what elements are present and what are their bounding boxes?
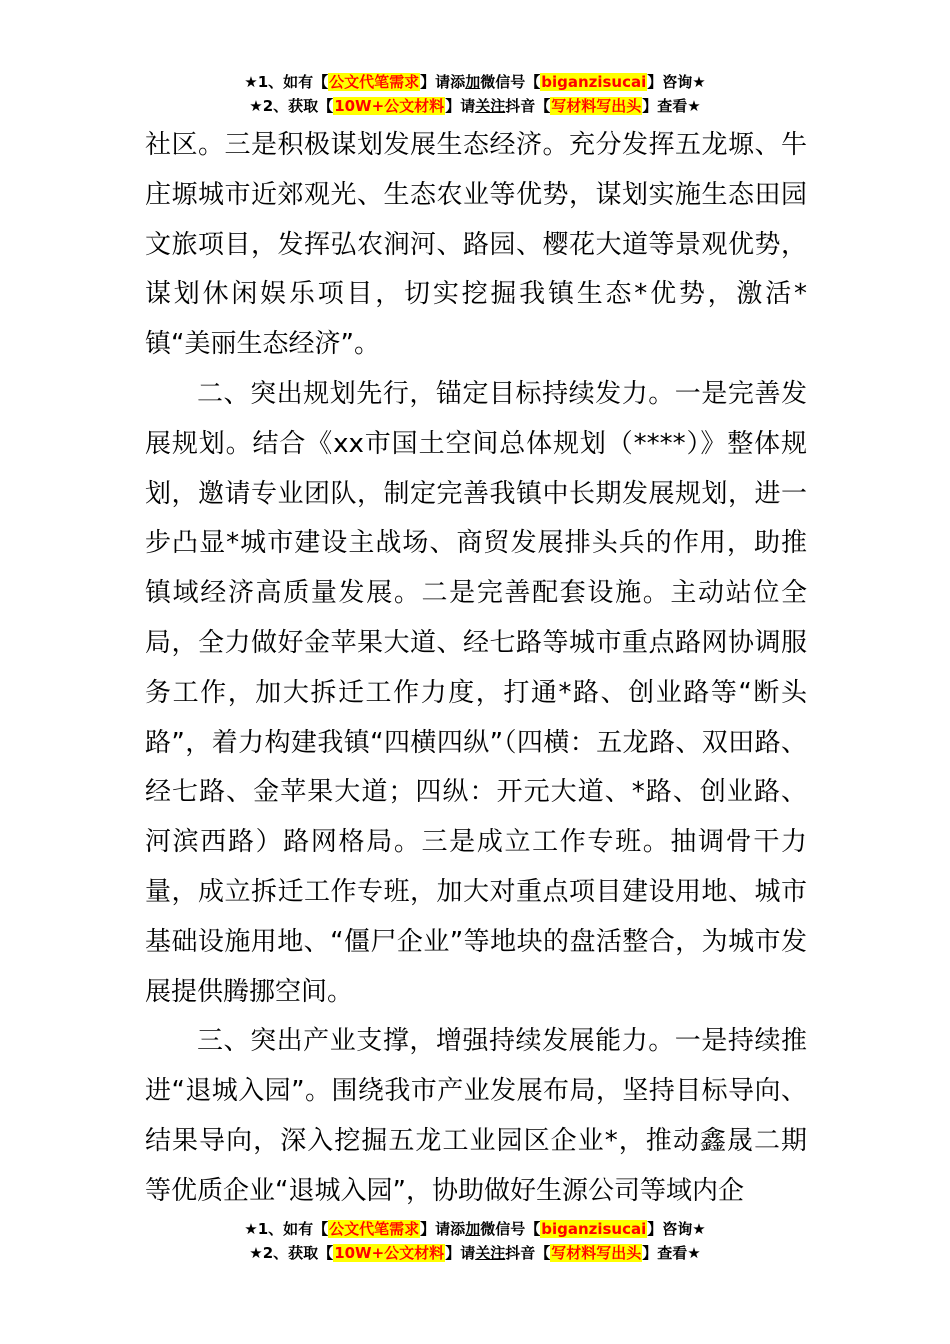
footer-line-2-suffix: 】查看★ [642, 1244, 701, 1262]
banner-line-2 [0, 94, 950, 118]
paragraph-section-2: 二、突出规划先行，锚定目标持续发力。一是完善发展规划。结合《xx市国土空间总体规划（****）》整体规划，邀请专业团队，制定完善我镇中长期发展规划，进一步凸显*城市建设主战场、商贸发展排头兵的作用，助推镇域经济高质量发展。二是完善配套设施。主动站位全局，全力做好金苹果大道、经七路等城市重点路网协调服务工作，加大拆迁工作力度，打通*路、创业路等“断头路”，着力构建我镇“四横四纵”（四横：五龙路、双田路、经七路、金苹果大道；四纵：开元大道、*路、创业路、河滨西路）路网格局。三是成立工作专班。抽调骨干力量，成立拆迁工作专班，加大对重点项目建设用地、城市基础设施用地、“僵尸企业”等地块的盘活整合，为城市发展提供腾挪空间。 [145, 378, 807, 1007]
footer-line-2 [0, 1241, 950, 1265]
banner-line-1-prefix: ★1、如有【 [244, 73, 329, 91]
footer-line-2-middle: 】请 [445, 1244, 476, 1262]
banner-line-1-highlight-service: 公文代笔需求 [329, 73, 420, 91]
banner-line-1-middle: 】请添 [420, 73, 466, 91]
banner-line-2-emphasis: 关注 [475, 97, 506, 115]
footer-line-1 [0, 1217, 950, 1241]
footer-line-2-highlight-materials: 10W+公文材料 [334, 1244, 445, 1262]
footer-line-1-emphasis: 加 [465, 1220, 481, 1238]
banner-line-2-middle: 】请 [445, 97, 476, 115]
footer-banner [0, 1217, 950, 1265]
header-banner [0, 70, 950, 118]
banner-line-2-prefix: ★2、获取【 [249, 97, 334, 115]
footer-line-1-middle-2: 微信号【 [480, 1220, 541, 1238]
footer-line-2-emphasis: 关注 [475, 1244, 506, 1262]
footer-line-1-middle: 】请添 [420, 1220, 466, 1238]
banner-line-1-suffix: 】咨询★ [647, 73, 706, 91]
footer-line-1-highlight-wechat: biganzisucai [541, 1220, 647, 1238]
footer-line-1-highlight-service: 公文代笔需求 [329, 1220, 420, 1238]
document-body [145, 121, 807, 1217]
banner-line-2-highlight-douyin: 写材料写出头 [551, 97, 642, 115]
banner-line-1-emphasis: 加 [465, 73, 481, 91]
banner-line-1-middle-2: 微信号【 [480, 73, 541, 91]
banner-line-2-suffix: 】查看★ [642, 97, 701, 115]
footer-line-2-prefix: ★2、获取【 [249, 1244, 334, 1262]
banner-line-2-highlight-materials: 10W+公文材料 [334, 97, 445, 115]
paragraph-continuation: 社区。三是积极谋划发展生态经济。充分发挥五龙塬、牛庄塬城市近郊观光、生态农业等优势，谋划实施生态田园文旅项目，发挥弘农涧河、路园、樱花大道等景观优势，谋划休闲娱乐项目，切实挖掘我镇生态*优势，激活*镇“美丽生态经济”。 [145, 130, 807, 360]
paragraph-section-3: 三、突出产业支撑，增强持续发展能力。一是持续推进“退城入园”。围绕我市产业发展布局，坚持目标导向、结果导向，深入挖掘五龙工业园区企业*，推动鑫晟二期等优质企业“退城入园”，协助做好生源公司等域内企 [145, 1026, 807, 1206]
footer-line-1-suffix: 】咨询★ [647, 1220, 706, 1238]
banner-line-1 [0, 70, 950, 94]
footer-line-1-prefix: ★1、如有【 [244, 1220, 329, 1238]
banner-line-2-middle-2: 抖音【 [505, 97, 551, 115]
banner-line-1-highlight-wechat: biganzisucai [541, 73, 647, 91]
footer-line-2-middle-2: 抖音【 [505, 1244, 551, 1262]
footer-line-2-highlight-douyin: 写材料写出头 [551, 1244, 642, 1262]
